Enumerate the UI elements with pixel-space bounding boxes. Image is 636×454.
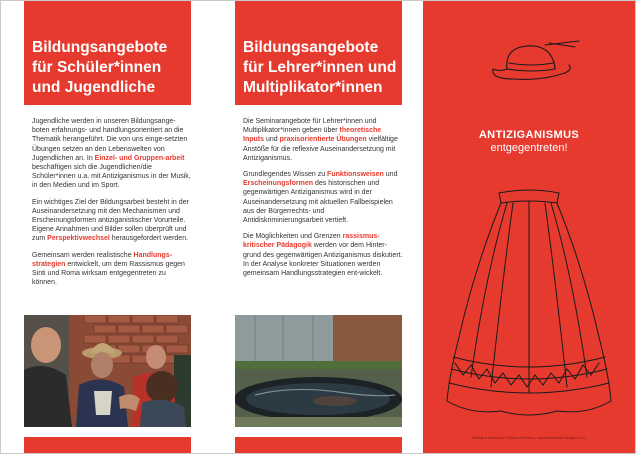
panel-students (1, 1, 212, 453)
teachers-footer-bar (235, 437, 402, 453)
memorial-photo (235, 315, 402, 427)
teachers-paragraph-3: Die Möglichkeiten und Grenzen rassismus-kritischer Pädagogik werden vor dem Hinter-grund des gegenwärtigen Antiziganismus diskutiert. In der Analyse konkreter Situationen werden gemeinsam Handlungsstrategien ent-wickelt. (243, 233, 403, 278)
students-paragraph-2: Ein wichtiges Ziel der Bildungsarbeit besteht in der Auseinandersetzung mit den Mechanismen und Erscheinungsformen antiziganistischer Vorurteile. Eigene Annahmen und Bilder sollen überprüft und zum Perspektivwechsel herausgefordert werden. (32, 198, 189, 243)
students-heading: Bildungsangebote für Schüler*innen und Jugendliche (32, 39, 168, 96)
panel-teachers (212, 1, 423, 453)
publisher-credit: Verband Deutscher Sinti und Roma, Landesverband Bayern e.V. (471, 435, 587, 440)
students-footer-bar (24, 437, 191, 453)
students-body (32, 117, 192, 294)
hat-illustration (483, 39, 583, 85)
skirt-illustration (441, 187, 617, 423)
teachers-paragraph-1: Die Seminarangebote für Lehrer*innen und Multiplikator*innen geben über theoretische Inputs und praxisorientierte Übungen vielfältige Anstöße für die reflexive Auseinandersetzung mit Antiziganismus. (243, 118, 398, 162)
cover-title (423, 129, 635, 154)
cover-panel (423, 1, 635, 453)
teachers-body (243, 117, 403, 285)
teachers-heading: Bildungsangebote für Lehrer*innen und Multiplikator*innen (243, 39, 397, 96)
students-header-box (24, 1, 191, 105)
cover-title-line-2: entgegentreten! (490, 142, 568, 154)
teachers-paragraph-2: Grundlegendes Wissen zu Funktionsweisen und Erscheinungsformen des historischen und gegenwärtigen Antiziganismus wird in der Auseinandersetzung mit aktuellen Fallbeispielen aus der Bürgerrechts- und Antidiskriminierungsarbeit vertieft. (243, 171, 398, 225)
workshop-photo (24, 315, 191, 427)
teachers-header-box (235, 1, 402, 105)
students-paragraph-1: Jugendliche werden in unseren Bildungsange-boten erfahrungs- und handlungsorientiert an die Thematik herangeführt. Die von uns einge-setzten Übungen setzen an den Lebenswelten von Jugendlichen an. In Einzel- und Gruppen-arbeit beschäftigen sich die Jugendlichen/die Schüler*innen u.a. mit Antiziganismus in der Musik, in den Medien und im Sport. (32, 118, 191, 190)
cover-title-line-1: ANTIZIGANISMUS (478, 129, 580, 141)
students-paragraph-3: Gemeinsam werden realistische Handlungs-strategien entwickelt, um dem Rassismus gegen Sinti und Roma wirksam entgegentreten zu können. (32, 251, 185, 287)
